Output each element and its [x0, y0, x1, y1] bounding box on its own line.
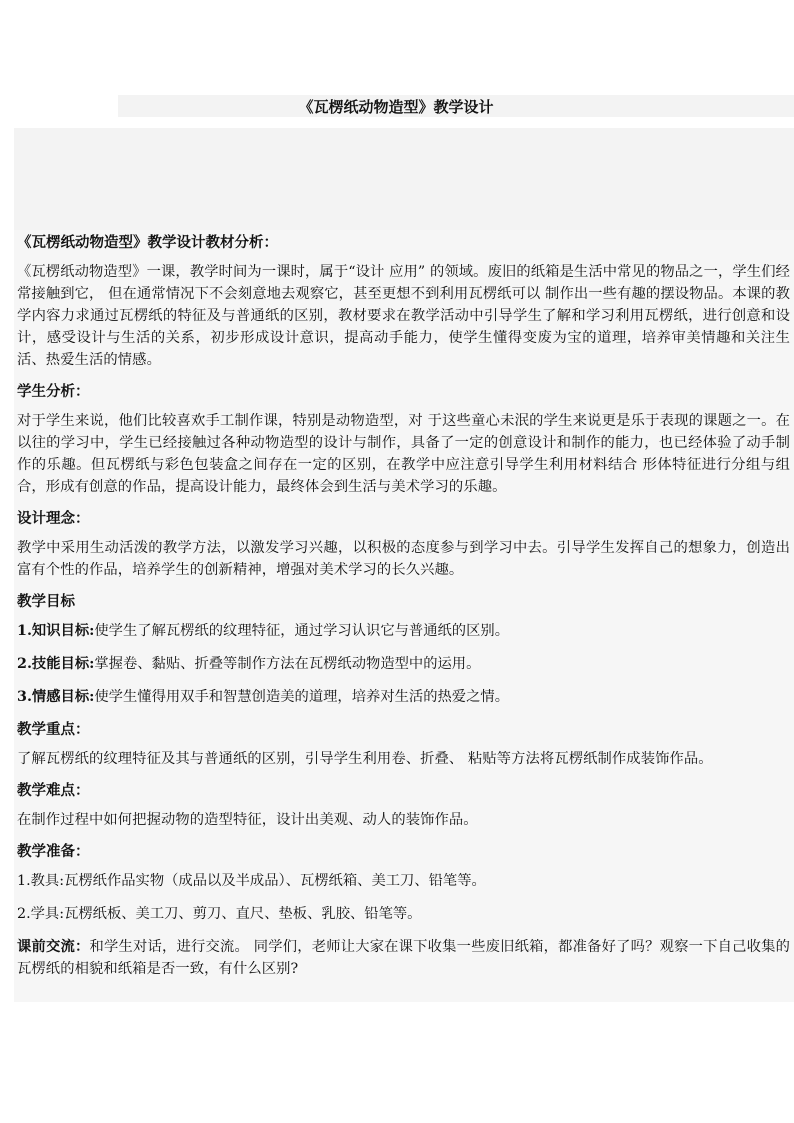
- section-difficulties: [14, 780, 794, 831]
- section-text: 教学中采用生动活泼的教学方法，以激发学习兴趣，以积极的态度参与到学习中去。引导学生发挥自己的想象力，创造出富有个性的作品，培养学生的创新精神，增强对美术学习的长久兴趣。: [17, 540, 790, 578]
- section-heading: 教学准备：: [17, 843, 90, 860]
- document-body: [14, 230, 794, 1002]
- section-key-points: [14, 719, 794, 770]
- goal-text: 使学生了解瓦楞纸的纹理特征，通过学习认识它与普通纸的区别。: [94, 623, 509, 639]
- preparation-text: 瓦楞纸板、美工刀、剪刀、直尺、垫板、乳胶、铅笔等。: [64, 906, 422, 922]
- preparation-item: [17, 870, 790, 892]
- title-band: [118, 95, 794, 117]
- section-preparation: [14, 841, 794, 925]
- preparation-text: 瓦楞纸作品实物（成品以及半成品）、瓦楞纸箱、美工刀、铅笔等。: [64, 873, 486, 889]
- section-material-analysis: [14, 232, 794, 371]
- goal-label: 3.情感目标:: [17, 689, 95, 705]
- section-student-analysis: [14, 381, 794, 498]
- pre-class-paragraph: [17, 936, 790, 980]
- section-text: 了解瓦楞纸的纹理特征及其与普通纸的区别，引导学生利用卷、折叠、 粘贴等方法将瓦楞纸制作成装饰作品。: [17, 751, 713, 767]
- preparation-label: 2.学具:: [17, 906, 65, 922]
- section-text: 在制作过程中如何把握动物的造型特征，设计出美观、动人的装饰作品。: [17, 812, 478, 828]
- section-text: 《瓦楞纸动物造型》一课，教学时间为一课时，属于“设计 应用” 的领域。废旧的纸箱是生活中常见的物品之一，学生们经常接触到它， 但在通常情况下不会刻意地去观察它，甚至更想不到利用瓦楞纸可以 制作出一些有趣的摆设物品。本课的教学内容力求通过瓦楞纸的特征及与普通纸的区别，教材要求在教学活动中引导学生了解和学习利用瓦楞纸，进行创意和设计，感受设计与生活的关系，初步形成设计意识，提高动手能力，使学生懂得变废为宝的道理，培养审美情趣和关注生活、热爱生活的情感。: [17, 264, 790, 368]
- section-heading: 学生分析：: [17, 383, 90, 400]
- section-design-concept: [14, 508, 794, 581]
- goal-label: 2.技能目标:: [17, 656, 95, 672]
- preparation-label: 1.教具:: [17, 873, 65, 889]
- section-heading: 设计理念：: [17, 510, 90, 527]
- goal-text: 掌握卷、黏贴、折叠等制作方法在瓦楞纸动物造型中的运用。: [94, 656, 481, 672]
- section-goals: [14, 591, 794, 708]
- preparation-item: [17, 903, 790, 925]
- pre-class-label: 课前交流：: [17, 939, 90, 955]
- section-heading: 教学重点：: [17, 721, 90, 738]
- section-heading: 《瓦楞纸动物造型》教学设计教材分析：: [17, 234, 278, 251]
- section-heading: 教学难点：: [17, 782, 90, 799]
- section-heading: 教学目标: [17, 593, 75, 610]
- goal-item: [17, 620, 790, 642]
- goal-label: 1.知识目标:: [17, 623, 95, 639]
- pre-class-text: 和学生对话，进行交流。 同学们，老师让大家在课下收集一些废旧纸箱，都准备好了吗？观察一下自己收集的瓦楞纸的相貌和纸箱是否一致，有什么区别?: [17, 939, 791, 977]
- section-pre-class: [14, 936, 794, 980]
- document-title: 《瓦楞纸动物造型》教学设计: [298, 98, 494, 116]
- goal-item: [17, 686, 790, 708]
- goal-item: [17, 653, 790, 675]
- blank-header-area: [14, 128, 794, 230]
- section-text: 对于学生来说，他们比较喜欢手工制作课，特别是动物造型，对 于这些童心未泯的学生来说更是乐于表现的课题之一。在以往的学习中，学生已经接触过各种动物造型的设计与制作，具备了一定的创意设计和制作的能力，也已经体验了动手制作的乐趣。但瓦楞纸与彩色包装盒之间存在一定的区别，在教学中应注意引导学生利用材料结合 形体特征进行分组与组合，形成有创意的作品，提高设计能力，最终体会到生活与美术学习的乐趣。: [17, 413, 790, 495]
- goal-text: 使学生懂得用双手和智慧创造美的道理，培养对生活的热爱之情。: [94, 689, 509, 705]
